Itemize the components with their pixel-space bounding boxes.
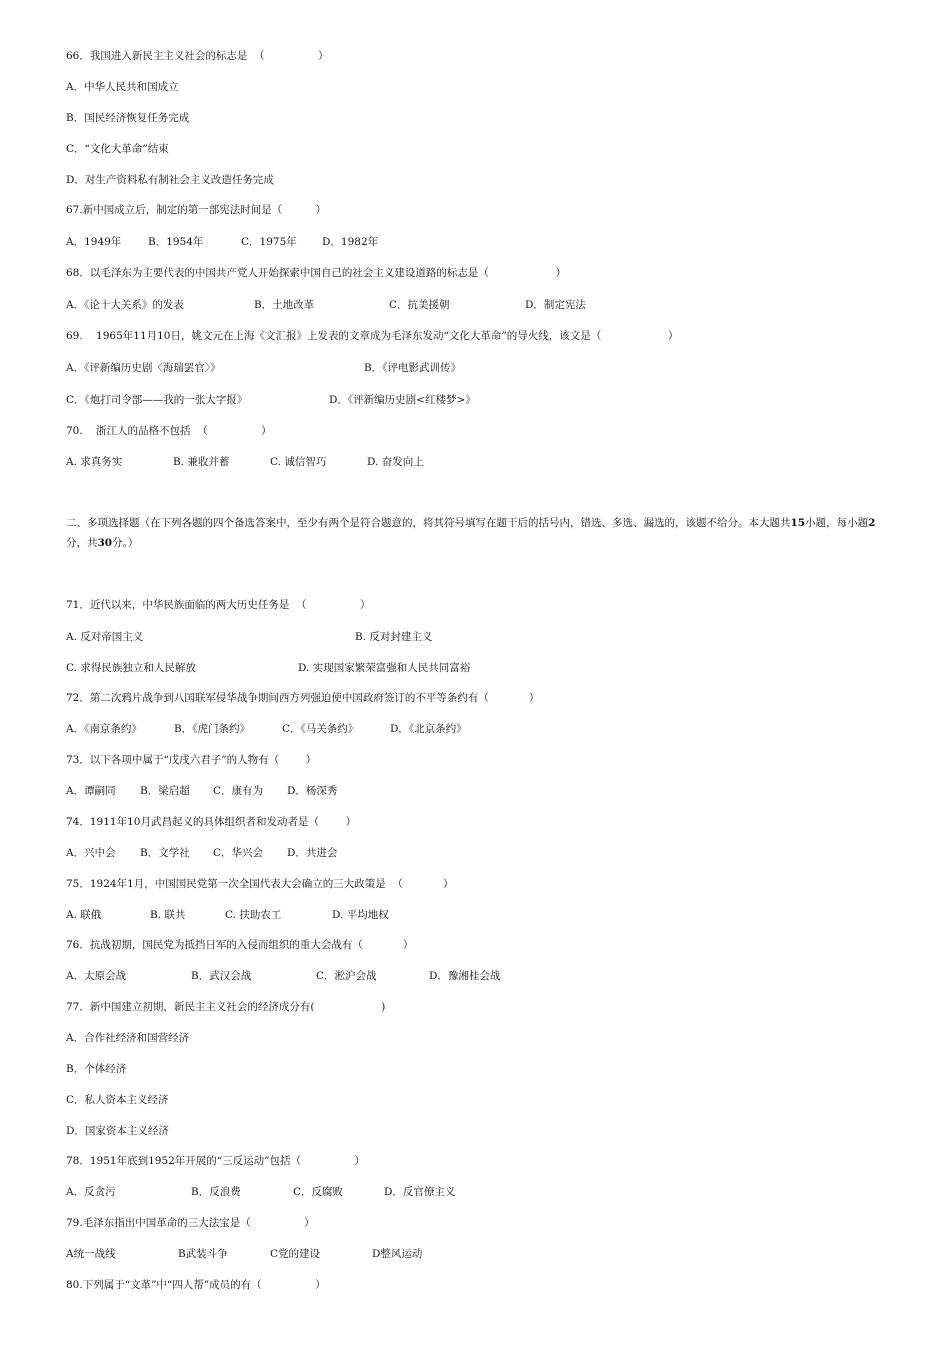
question-70-option-d: D. 奋发向上 xyxy=(367,456,424,468)
question-79-option-a: A统一战线 xyxy=(66,1248,116,1260)
question-72-option-a: A．《南京条约》 xyxy=(66,723,142,735)
question-72-option-b: B．《虎门条约》 xyxy=(174,723,250,735)
question-66-option-c: C．“文化大革命”结束 xyxy=(66,143,169,155)
question-68-stem: 68．以毛泽东为主要代表的中国共产党人开始探索中国自己的社会主义建设道路的标志是（ ） xyxy=(66,267,567,279)
question-72-option-d: D．《北京条约》 xyxy=(390,723,467,735)
question-68-option-c: C．抗美援朝 xyxy=(389,299,450,311)
question-67-option-c: C．1975年 xyxy=(241,236,297,248)
question-70-option-c: C. 诚信智巧 xyxy=(270,456,327,468)
question-77-option-d: D．国家资本主义经济 xyxy=(66,1125,169,1137)
question-70-option-b: B. 兼收并蓄 xyxy=(173,456,230,468)
question-71-option-b: B. 反对封建主义 xyxy=(355,631,433,643)
question-66-option-b: B．国民经济恢复任务完成 xyxy=(66,112,190,124)
question-79-option-c: C党的建设 xyxy=(270,1248,321,1260)
question-72-stem: 72．第二次鸦片战争到八国联军侵华战争期间西方列强迫使中国政府签订的不平等条约有（ ） xyxy=(66,692,540,704)
question-66-option-a: A．中华人民共和国成立 xyxy=(66,81,179,93)
question-69-option-c: C．《炮打司令部——我的一张大字报》 xyxy=(66,394,248,406)
question-77-option-a: A．合作社经济和国营经济 xyxy=(66,1032,190,1044)
question-68-option-b: B．土地改革 xyxy=(254,299,315,311)
question-68-option-a: A．《论十大关系》的发表 xyxy=(66,299,184,311)
question-67-option-a: A．1949年 xyxy=(66,236,122,248)
question-75-option-c: C. 扶助农工 xyxy=(225,909,282,921)
question-77-option-c: C．私人资本主义经济 xyxy=(66,1094,169,1106)
question-71-option-c: C. 求得民族独立和人民解放 xyxy=(66,662,196,674)
question-74-option-b: B．文学社 xyxy=(140,847,190,859)
question-73-option-d: D．杨深秀 xyxy=(287,785,338,797)
question-77-option-b: B．个体经济 xyxy=(66,1063,127,1075)
question-74-option-c: C．华兴会 xyxy=(213,847,264,859)
question-72-option-c: C．《马关条约》 xyxy=(282,723,359,735)
question-71-option-d: D. 实现国家繁荣富强和人民共同富裕 xyxy=(298,662,471,674)
question-78-option-c: C．反腐败 xyxy=(293,1186,344,1198)
question-66-option-d: D．对生产资料私有制社会主义改造任务完成 xyxy=(66,174,274,186)
question-76-stem: 76．抗战初期，国民党为抵挡日军的入侵而组织的重大会战有（ ） xyxy=(66,939,414,951)
question-75-stem: 75．1924年1月，中国国民党第一次全国代表大会确立的三大政策是 （ ） xyxy=(66,878,454,890)
question-67-option-b: B．1954年 xyxy=(148,236,204,248)
question-78-option-d: D．反官僚主义 xyxy=(384,1186,456,1198)
question-66-stem: 66．我国进入新民主主义社会的标志是 （ ） xyxy=(66,50,329,62)
question-79-stem: 79.毛泽东指出中国革命的三大法宝是（ ） xyxy=(66,1217,315,1229)
question-77-stem: 77．新中国建立初期，新民主主义社会的经济成分有( ) xyxy=(66,1001,386,1013)
question-70-option-a: A. 求真务实 xyxy=(66,456,123,468)
question-70-stem: 70. 浙江人的品格不包括 （ ） xyxy=(66,425,272,437)
question-74-stem: 74．1911年10月武昌起义的具体组织者和发动者是（ ） xyxy=(66,816,357,828)
question-74-option-d: D．共进会 xyxy=(287,847,338,859)
question-76-option-c: C．淞沪会战 xyxy=(316,970,377,982)
question-69-option-b: B．《评电影武训传》 xyxy=(364,362,461,374)
question-73-option-b: B．梁启超 xyxy=(140,785,190,797)
question-69-option-a: A．《评新编历史剧〈海瑞罢官〉》 xyxy=(66,362,221,374)
question-76-option-d: D．豫湘桂会战 xyxy=(429,970,501,982)
question-79-option-b: B武装斗争 xyxy=(178,1248,228,1260)
question-79-option-d: D整风运动 xyxy=(372,1248,423,1260)
question-69-option-d: D．《评新编历史剧<红楼梦>》 xyxy=(329,394,476,406)
question-75-option-b: B. 联共 xyxy=(150,909,186,921)
question-73-option-a: A．谭嗣同 xyxy=(66,785,116,797)
question-76-option-a: A．太原会战 xyxy=(66,970,127,982)
question-73-stem: 73．以下各项中属于“戊戌六君子”的人物有（ ） xyxy=(66,754,317,766)
question-76-option-b: B．武汉会战 xyxy=(191,970,252,982)
question-67-stem: 67.新中国成立后，制定的第一部宪法时间是（ ） xyxy=(66,204,327,216)
question-71-option-a: A. 反对帝国主义 xyxy=(66,631,144,643)
question-69-stem: 69. 1965年11月10日，姚文元在上海《文汇报》上发表的文章成为毛泽东发动“文化大革命”的导火线，该文是（ ） xyxy=(66,330,679,342)
question-75-option-a: A. 联俄 xyxy=(66,909,102,921)
question-80-stem: 80.下列属于“文革”中“四人帮”成员的有（ ） xyxy=(66,1279,326,1291)
section-2-instructions: 二、多项选择题（在下列各题的四个备选答案中，至少有两个是符合题意的，将其符号填写在题干后的括号内，错选、多选、漏选的，该题不给分。本大题共15小题，每小题2分，共30分。） xyxy=(66,517,876,549)
question-71-stem: 71．近代以来，中华民族面临的两大历史任务是 （ ） xyxy=(66,599,371,611)
question-68-option-d: D．制定宪法 xyxy=(525,299,586,311)
question-75-option-d: D. 平均地权 xyxy=(332,909,389,921)
question-78-option-a: A．反贪污 xyxy=(66,1186,116,1198)
question-73-option-c: C．康有为 xyxy=(213,785,264,797)
question-78-stem: 78．1951年底到1952年开展的“三反运动”包括（ ） xyxy=(66,1155,365,1167)
question-74-option-a: A．兴中会 xyxy=(66,847,116,859)
question-78-option-b: B．反浪费 xyxy=(191,1186,241,1198)
question-67-option-d: D．1982年 xyxy=(322,236,379,248)
